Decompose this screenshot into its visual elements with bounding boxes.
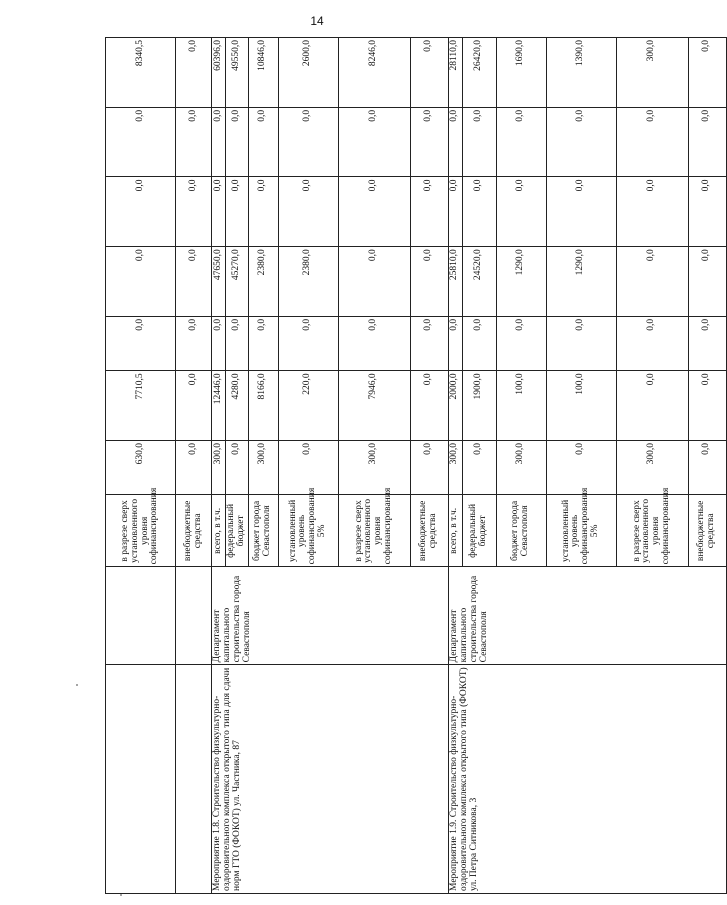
cell-value: 0,0 <box>248 177 278 247</box>
cell-value: 0,0 <box>212 316 226 370</box>
cell-value: 0,0 <box>106 316 176 370</box>
cell-value: 0,0 <box>496 177 546 247</box>
cell-value: 1290,0 <box>546 247 616 317</box>
cell-value: 0,0 <box>176 177 212 247</box>
cell-value: 8246,0 <box>338 38 410 108</box>
cell-value: 49550,0 <box>226 38 249 108</box>
cell-value: 60396,0 <box>212 38 226 108</box>
cell-value: 12446,0 <box>212 371 226 441</box>
cell-source: федеральный бюджет <box>226 495 249 567</box>
cell-value: 0,0 <box>176 371 212 441</box>
cell-value: 8166,0 <box>248 371 278 441</box>
cell-value: 0,0 <box>338 177 410 247</box>
table-row <box>106 38 176 894</box>
cell-empty <box>106 567 176 665</box>
cell-value: 0,0 <box>176 316 212 370</box>
cell-value: 0,0 <box>176 38 212 108</box>
cell-value: 0,0 <box>616 247 688 317</box>
cell-value: 0,0 <box>448 107 462 177</box>
cell-value: 7946,0 <box>338 371 410 441</box>
cell-value: 100,0 <box>496 371 546 441</box>
scan-speck <box>76 684 78 686</box>
cell-source: установленный уровень софинансирования 5% <box>546 495 616 567</box>
cell-source: внебюджетные средства <box>176 495 212 567</box>
cell-value: 2000,0 <box>448 371 462 441</box>
cell-value: 0,0 <box>226 441 249 495</box>
table-row <box>448 38 462 894</box>
cell-value: 0,0 <box>410 38 448 108</box>
cell-value: 0,0 <box>338 316 410 370</box>
measure-1-8-title: Мероприятие 1.8. Строительство физкультурно-оздоровительного комплекса открытого типа для сдачи норм ГТО (ФОКОТ) ул. Частника, 87 <box>212 665 449 894</box>
cell-value: 47650,0 <box>212 247 226 317</box>
cell-value: 0,0 <box>462 441 496 495</box>
cell-value: 0,0 <box>410 371 448 441</box>
cell-value: 0,0 <box>410 177 448 247</box>
cell-value: 0,0 <box>688 38 726 108</box>
cell-value: 0,0 <box>212 107 226 177</box>
cell-value: 0,0 <box>448 177 462 247</box>
cell-source: установленный уровень софинансирования 5% <box>278 495 338 567</box>
cell-source: в разрезе сверх установленного уровня софинансирования <box>106 495 176 567</box>
cell-value: 300,0 <box>248 441 278 495</box>
cell-value: 0,0 <box>176 107 212 177</box>
cell-value: 630,0 <box>106 441 176 495</box>
measure-1-9-executor: Департамент капитального строительства города Севастополя <box>448 567 726 665</box>
cell-value: 25810,0 <box>448 247 462 317</box>
cell-source: в разрезе сверх установленного уровня софинансирования <box>616 495 688 567</box>
cell-value: 300,0 <box>338 441 410 495</box>
cell-value: 0,0 <box>616 107 688 177</box>
cell-value: 0,0 <box>226 107 249 177</box>
cell-value: 0,0 <box>278 107 338 177</box>
cell-value: 300,0 <box>616 38 688 108</box>
cell-value: 0,0 <box>688 177 726 247</box>
cell-value: 0,0 <box>212 177 226 247</box>
cell-empty <box>106 665 176 894</box>
cell-value: 2600,0 <box>278 38 338 108</box>
cell-value: 0,0 <box>278 316 338 370</box>
cell-source: федеральный бюджет <box>462 495 496 567</box>
cell-value: 0,0 <box>616 316 688 370</box>
cell-value: 0,0 <box>410 247 448 317</box>
cell-value: 0,0 <box>278 177 338 247</box>
page-number: 14 <box>310 14 324 28</box>
cell-value: 0,0 <box>338 247 410 317</box>
cell-value: 0,0 <box>616 371 688 441</box>
cell-empty <box>176 567 212 665</box>
cell-value: 0,0 <box>448 316 462 370</box>
cell-value: 0,0 <box>248 107 278 177</box>
cell-value: 0,0 <box>176 247 212 317</box>
cell-value: 0,0 <box>616 177 688 247</box>
cell-value: 28110,0 <box>448 38 462 108</box>
budget-table <box>105 37 727 894</box>
cell-value: 0,0 <box>546 177 616 247</box>
cell-source: бюджет города Севастополя <box>496 495 546 567</box>
cell-value: 0,0 <box>106 247 176 317</box>
cell-value: 8340,5 <box>106 38 176 108</box>
cell-value: 100,0 <box>546 371 616 441</box>
cell-value: 0,0 <box>688 316 726 370</box>
cell-value: 0,0 <box>106 107 176 177</box>
cell-value: 0,0 <box>546 316 616 370</box>
cell-value: 0,0 <box>176 441 212 495</box>
cell-value: 0,0 <box>462 177 496 247</box>
cell-value: 300,0 <box>496 441 546 495</box>
cell-value: 220,0 <box>278 371 338 441</box>
cell-value: 45270,0 <box>226 247 249 317</box>
cell-value: 300,0 <box>448 441 462 495</box>
cell-value: 0,0 <box>462 316 496 370</box>
cell-value: 0,0 <box>688 371 726 441</box>
cell-source: всего, в т.ч. <box>212 495 226 567</box>
cell-value: 0,0 <box>226 316 249 370</box>
budget-table-rotated <box>105 37 717 894</box>
measure-1-8-executor: Департамент капитального строительства города Севастополя <box>212 567 449 665</box>
cell-value: 7710,5 <box>106 371 176 441</box>
cell-value: 10846,0 <box>248 38 278 108</box>
cell-value: 24520,0 <box>462 247 496 317</box>
cell-source: всего, в т.ч. <box>448 495 462 567</box>
cell-value: 0,0 <box>688 441 726 495</box>
cell-value: 2380,0 <box>248 247 278 317</box>
cell-source: внебюджетные средства <box>688 495 726 567</box>
table-row <box>212 38 226 894</box>
cell-value: 1290,0 <box>496 247 546 317</box>
scan-speck <box>120 894 122 896</box>
cell-value: 0,0 <box>278 441 338 495</box>
cell-value: 0,0 <box>338 107 410 177</box>
cell-value: 0,0 <box>496 107 546 177</box>
cell-value: 2380,0 <box>278 247 338 317</box>
measure-1-9-title: Мероприятие 1.9. Строительство физкультурно-оздоровительного комплекса открытого типа (ФОКОТ) ул. Петра Ситникова, 3 <box>448 665 726 894</box>
cell-value: 300,0 <box>616 441 688 495</box>
cell-value: 1690,0 <box>496 38 546 108</box>
cell-value: 0,0 <box>106 177 176 247</box>
cell-value: 0,0 <box>410 107 448 177</box>
cell-value: 0,0 <box>688 247 726 317</box>
cell-value: 4280,0 <box>226 371 249 441</box>
cell-source: в разрезе сверх установленного уровня софинансирования <box>338 495 410 567</box>
table-row <box>176 38 212 894</box>
cell-value: 0,0 <box>688 107 726 177</box>
cell-value: 0,0 <box>546 441 616 495</box>
cell-source: бюджет города Севастополя <box>248 495 278 567</box>
cell-value: 0,0 <box>462 107 496 177</box>
cell-value: 0,0 <box>248 316 278 370</box>
cell-value: 0,0 <box>226 177 249 247</box>
cell-value: 0,0 <box>546 107 616 177</box>
cell-source: внебюджетные средства <box>410 495 448 567</box>
cell-value: 300,0 <box>212 441 226 495</box>
cell-value: 0,0 <box>496 316 546 370</box>
cell-empty <box>176 665 212 894</box>
cell-value: 26420,0 <box>462 38 496 108</box>
cell-value: 0,0 <box>410 441 448 495</box>
cell-value: 1900,0 <box>462 371 496 441</box>
cell-value: 1390,0 <box>546 38 616 108</box>
cell-value: 0,0 <box>410 316 448 370</box>
